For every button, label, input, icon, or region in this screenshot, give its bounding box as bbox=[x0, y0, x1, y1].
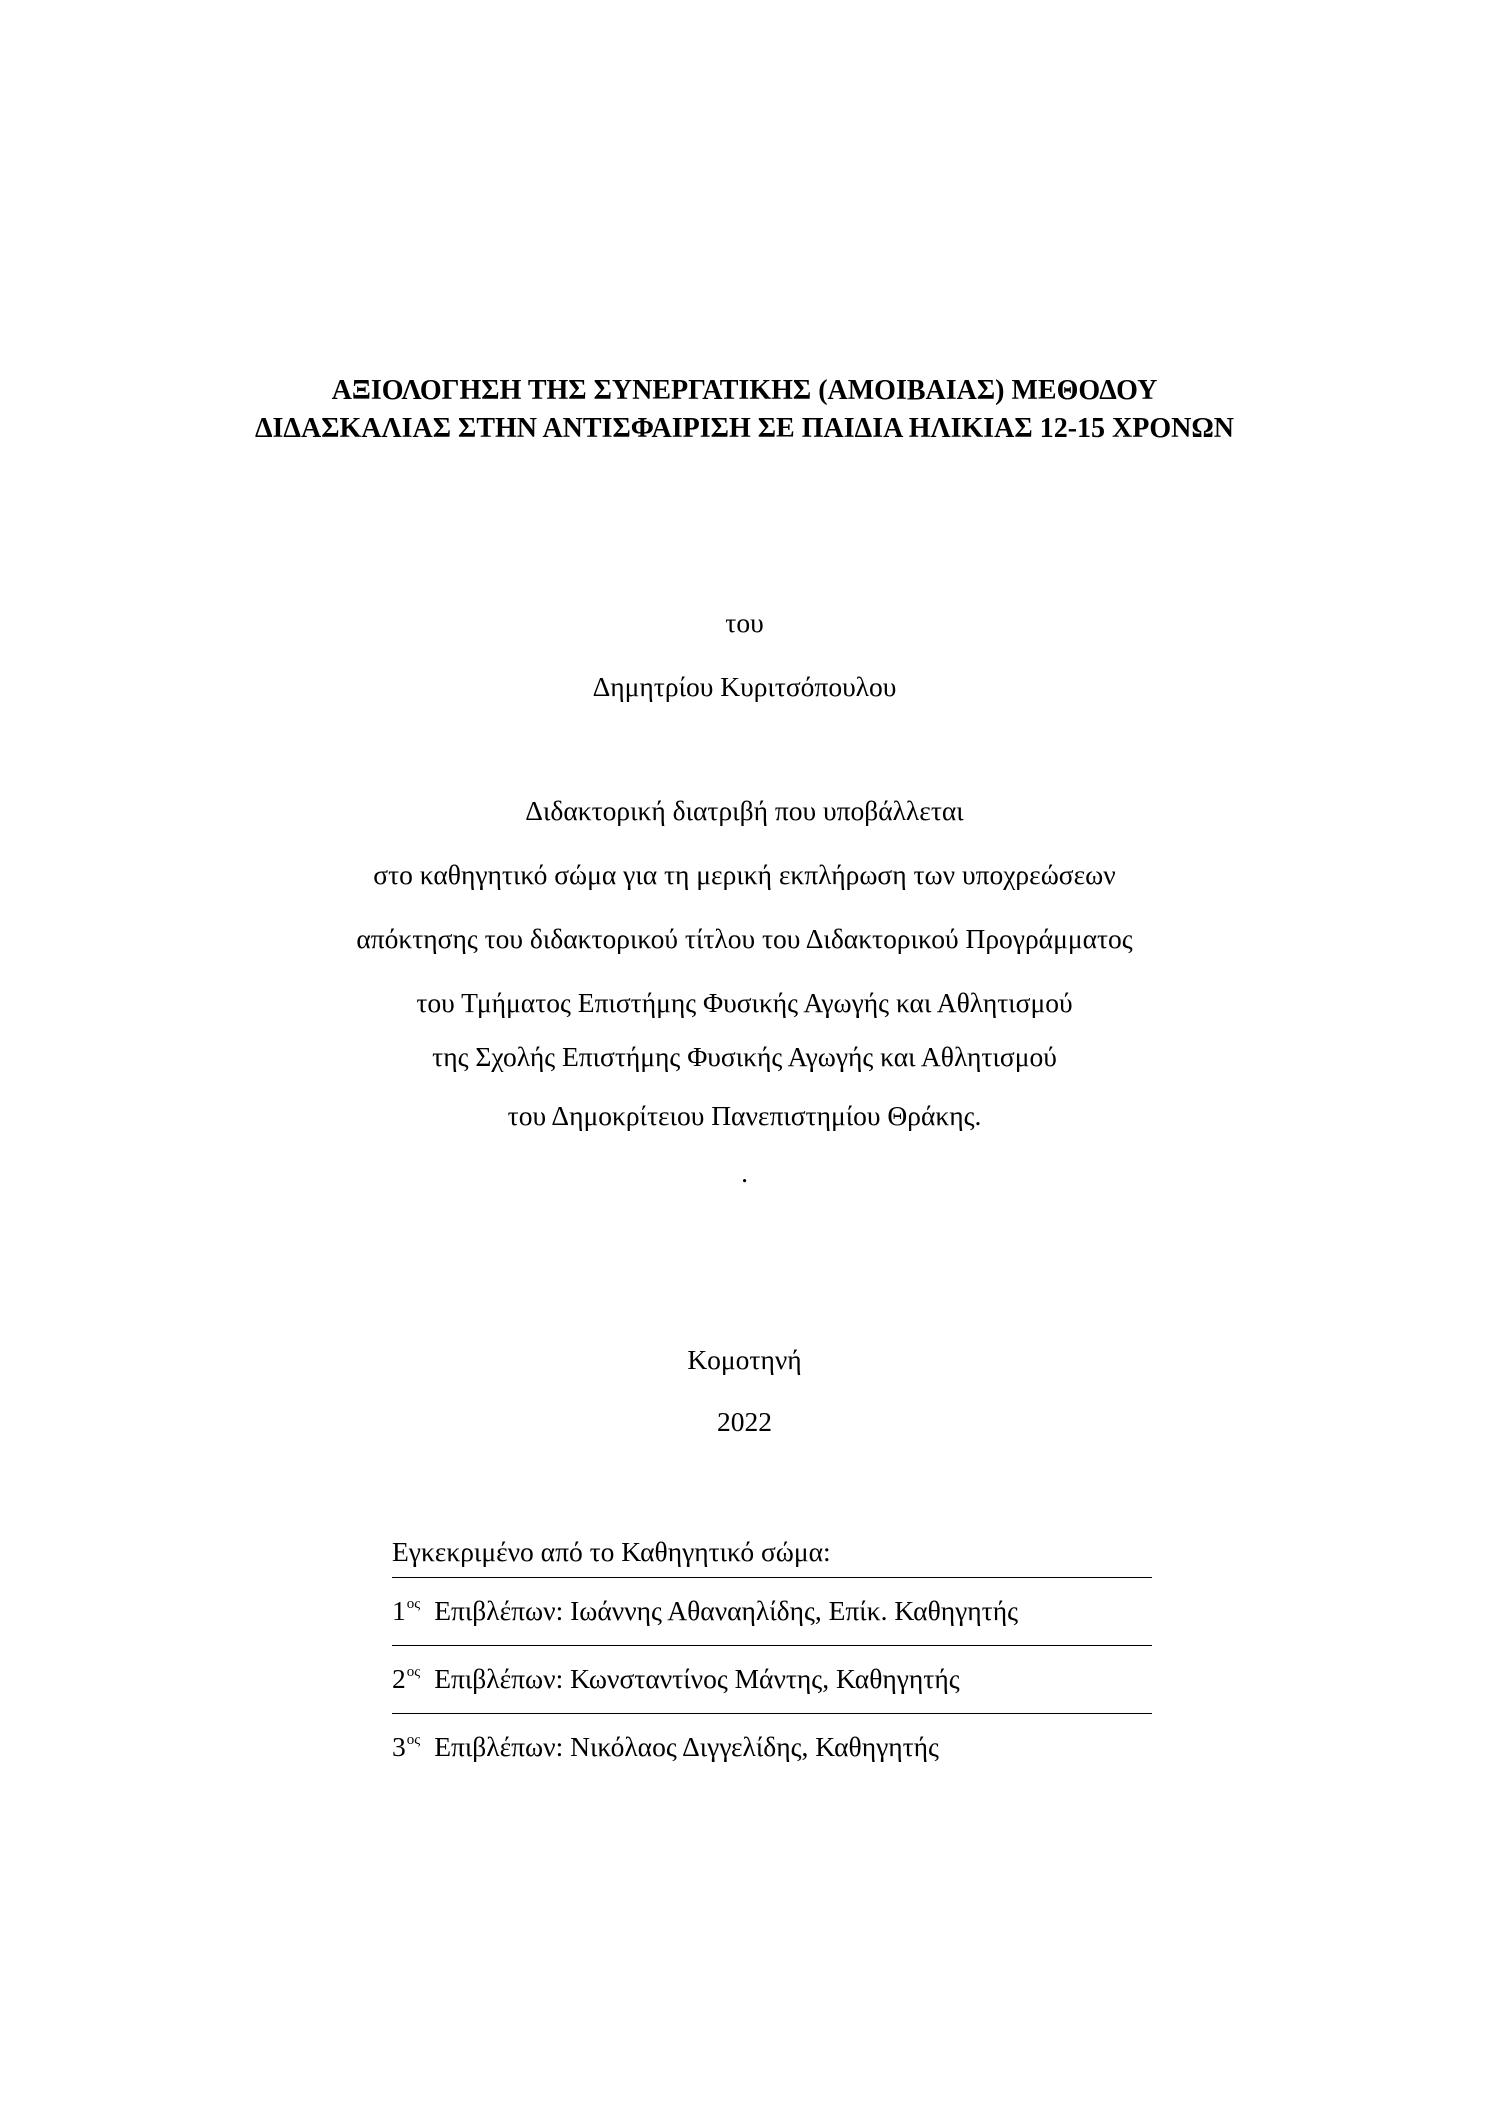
thesis-title-line-2: ΔΙΔΑΣΚΑΛΙΑΣ ΣΤΗΝ ΑΝΤΙΣΦΑΙΡΙΣΗ ΣΕ ΠΑΙΔΙΑ ΗΛΙΚΙΑΣ 12-15 ΧΡΟΝΩΝ bbox=[254, 413, 1234, 444]
description-line-6: του Δημοκρίτειου Πανεπιστημίου Θράκης. bbox=[507, 1100, 982, 1131]
member-text: Επιβλέπων: Ιωάννης Αθαναηλίδης, Επίκ. Καθηγητής bbox=[434, 1595, 1018, 1626]
committee-member-row bbox=[392, 1577, 1152, 1645]
thesis-title-line-1: ΑΞΙΟΛΟΓΗΣΗ ΤΗΣ ΣΥΝΕΡΓΑΤΙΚΗΣ (ΑΜΟΙΒΑΙΑΣ) ΜΕΘΟΔΟΥ bbox=[331, 375, 1158, 406]
description-line-4: του Τμήματος Επιστήμης Φυσικής Αγωγής και Αθλητισμού bbox=[416, 987, 1073, 1018]
member-ordinal-suffix: ος bbox=[406, 1664, 421, 1680]
committee-member-row bbox=[392, 1645, 1152, 1713]
description-line-1: Διδακτορική διατριβή που υποβάλλεται bbox=[525, 795, 964, 826]
member-ordinal-number: 3 bbox=[392, 1731, 406, 1762]
member-text: Επιβλέπων: Κωνσταντίνος Μάντης, Καθηγητής bbox=[434, 1663, 960, 1694]
description-line-3: απόκτησης του διδακτορικού τίτλου του Διδακτορικού Προγράμματος bbox=[356, 923, 1133, 954]
member-text: Επιβλέπων: Νικόλαος Διγγελίδης, Καθηγητής bbox=[434, 1731, 939, 1762]
trailing-dot: . bbox=[741, 1157, 748, 1188]
committee-heading: Εγκεκριμένο από το Καθηγητικό σώμα: bbox=[392, 1536, 831, 1567]
member-ordinal-suffix: ος bbox=[406, 1596, 421, 1612]
description-line-2: στο καθηγητικό σώμα για τη μερική εκπλήρωση των υποχρεώσεων bbox=[373, 859, 1116, 890]
member-ordinal-number: 1 bbox=[392, 1595, 406, 1626]
committee-member-row bbox=[392, 1713, 1152, 1781]
thesis-title bbox=[0, 372, 1489, 448]
year: 2022 bbox=[717, 1406, 772, 1437]
member-ordinal-suffix: ος bbox=[406, 1732, 421, 1748]
committee-section bbox=[392, 1535, 1152, 1781]
author-name: Δημητρίου Κυριτσόπουλου bbox=[592, 671, 897, 702]
author-preposition: του bbox=[725, 607, 764, 638]
place: Κομοτηνή bbox=[687, 1344, 802, 1375]
member-ordinal-number: 2 bbox=[392, 1663, 406, 1694]
description-line-5: της Σχολής Επιστήμης Φυσικής Αγωγής και Αθλητισμού bbox=[432, 1041, 1057, 1072]
